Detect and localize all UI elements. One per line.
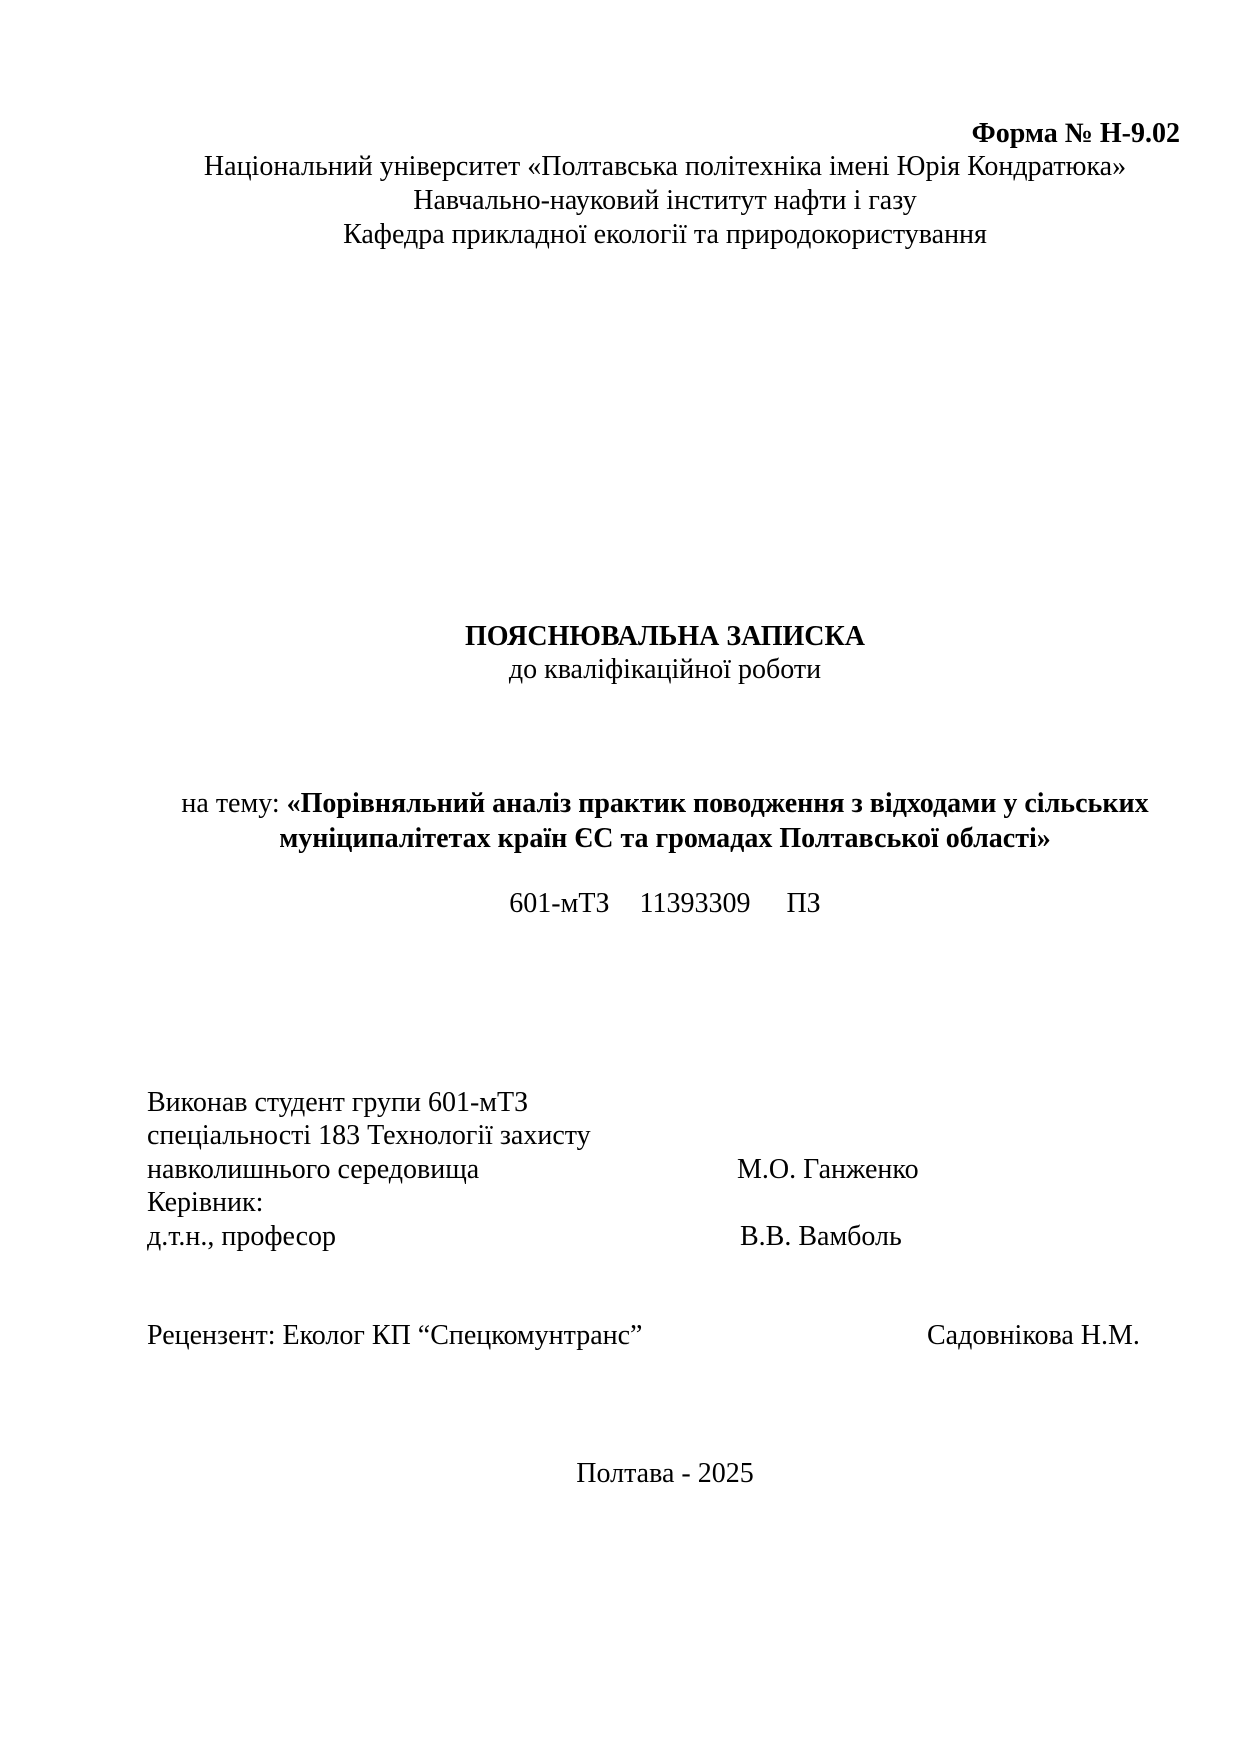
supervisor-name: В.В. Вамболь bbox=[740, 1221, 902, 1252]
student-info-line-3: навколишнього середовища bbox=[147, 1154, 480, 1185]
theme-line-1 bbox=[150, 790, 1180, 818]
theme-prefix: на тему: bbox=[181, 788, 287, 819]
institute-name: Навчально-науковий інститут нафти і газу bbox=[413, 185, 917, 216]
form-number: Форма № Н-9.02 bbox=[971, 118, 1180, 149]
document-code-number: 11393309 bbox=[639, 888, 751, 919]
department-name: Кафедра прикладної екології та природокористування bbox=[343, 219, 987, 250]
document-code bbox=[150, 890, 1180, 918]
document-code-type: ПЗ bbox=[786, 888, 821, 919]
reviewer-name: Садовнікова Н.М. bbox=[927, 1320, 1140, 1351]
university-name: Національний університет «Полтавська політехніка імені Юрія Кондратюка» bbox=[203, 151, 1127, 182]
document-title: ПОЯСНЮВАЛЬНА ЗАПИСКА bbox=[464, 621, 866, 652]
supervisor-label: Керівник: bbox=[147, 1187, 264, 1218]
document-subtitle: до кваліфікаційної роботи bbox=[508, 654, 822, 685]
supervisor-title: д.т.н., професор bbox=[147, 1221, 337, 1252]
student-info-line-1: Виконав студент групи 601-мТЗ bbox=[147, 1087, 529, 1118]
city-year: Полтава - 2025 bbox=[576, 1458, 754, 1489]
student-name: М.О. Ганженко bbox=[737, 1154, 919, 1185]
document-code-group: 601-мТЗ bbox=[509, 888, 610, 919]
reviewer-label: Рецензент: Еколог КП “Спецкомунтранс” bbox=[147, 1320, 643, 1351]
theme-title-part-1: «Порівняльний аналіз практик поводження з відходами у сільських bbox=[286, 788, 1149, 819]
theme-line-2: муніципалітетах країн ЄС та громадах Полтавської області» bbox=[279, 823, 1051, 854]
student-info-line-2: спеціальності 183 Технології захисту bbox=[147, 1120, 591, 1151]
